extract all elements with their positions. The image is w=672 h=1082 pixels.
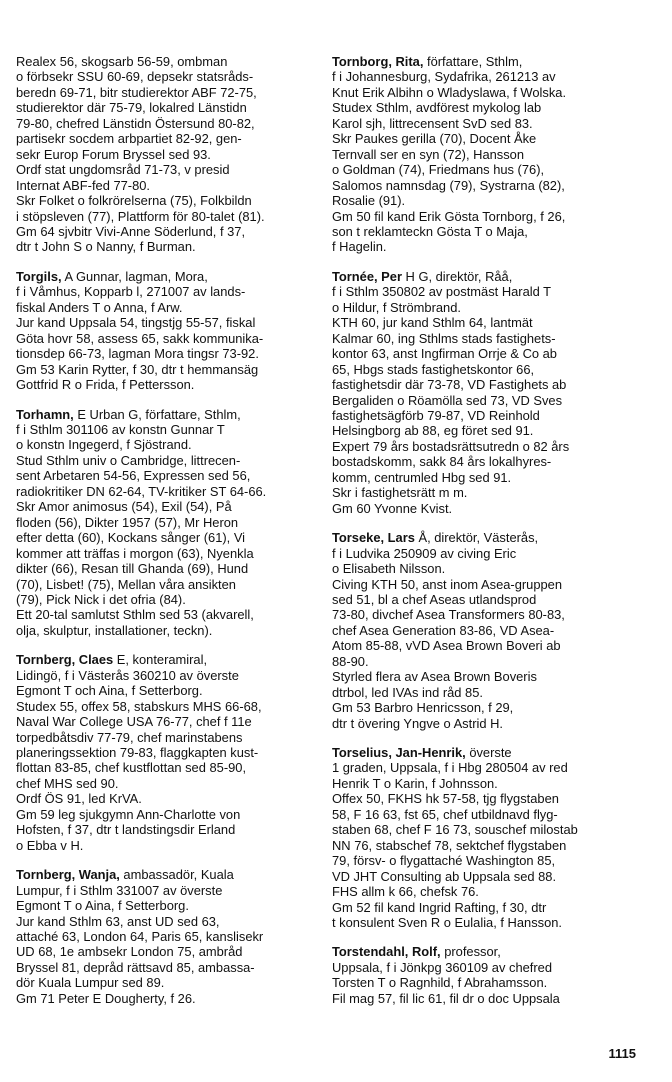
entry-line: [332, 315, 636, 330]
entry-text: kommer att träffas i morgon (63), Nyenkla: [16, 545, 254, 561]
entry-line: [16, 960, 324, 975]
entry-line: [16, 407, 324, 422]
entry-text: ambassadör, Kuala: [119, 867, 234, 883]
entry-text: olja, skulptur, installationer, teckn).: [16, 622, 213, 638]
entry-text: fastighetsdir där 73-78, VD Fastighets ab: [332, 377, 567, 393]
entry-name: Tornée, Per: [332, 268, 402, 284]
entry-line: [16, 131, 324, 146]
entry-line: [16, 807, 324, 822]
entry-text: floden (56), Dikter 1957 (57), Mr Heron: [16, 514, 239, 530]
entry-text: Lumpur, f i Sthlm 331007 av överste: [16, 882, 223, 898]
entry-line: [332, 546, 636, 561]
entry-line: [16, 623, 324, 638]
entry-line: [16, 100, 324, 115]
entry-name: Tornberg, Claes: [16, 652, 114, 668]
entry-line: [332, 209, 636, 224]
entry-text: VD JHT Consulting ab Uppsala sed 88.: [332, 868, 557, 884]
entry-line: [16, 69, 324, 84]
entry-text: Ternvall ser en syn (72), Hansson: [332, 146, 525, 162]
entry-line: [16, 730, 324, 745]
entry-line: [16, 867, 324, 882]
entry-text: Salomos namnsdag (79), Systrarna (82),: [332, 177, 565, 193]
entry-text: Henrik T o Karin, f Johnsson.: [332, 775, 498, 791]
entry-text: staben 68, chef F 16 73, souschef milostab: [332, 822, 578, 838]
entry-line: [332, 975, 636, 990]
entry-name: Tornborg, Rita,: [332, 54, 424, 69]
entry-text: 65, Hbgs stads fastighetskontor 66,: [332, 361, 535, 377]
entry-text: fastighetsägförb 79-87, VD Reinhold: [332, 407, 540, 423]
entry-text: Gm 53 Barbro Henricsson, f 29,: [332, 700, 514, 716]
entry-text: Bergaliden o Röamölla sed 73, VD Sves: [332, 392, 563, 408]
entry-text: KTH 60, jur kand Sthlm 64, lantmät: [332, 315, 533, 331]
entry-line: [332, 716, 636, 731]
entry: [332, 530, 636, 731]
entry-line: [16, 377, 324, 392]
entry-line: [16, 269, 324, 284]
entry-text: Göta hovr 58, assess 65, sakk kommunika-: [16, 330, 264, 346]
entry-line: [16, 362, 324, 377]
entry-line: [332, 69, 636, 84]
entry-line: [16, 791, 324, 806]
entry-text: sent Arbetaren 54-56, Expressen sed 56,: [16, 468, 251, 484]
entry-line: [16, 162, 324, 177]
entry: [16, 652, 324, 853]
entry: [332, 745, 636, 930]
entry-line: [16, 224, 324, 239]
entry-text: författare, Sthlm,: [423, 54, 523, 69]
entry-text: Gm 52 fil kand Ingrid Rafting, f 30, dtr: [332, 899, 547, 915]
entry-text: Offex 50, FKHS hk 57-58, tjg flygstaben: [332, 791, 559, 807]
entry-line: [16, 116, 324, 131]
entry-text: son t reklamteckn Gösta T o Maja,: [332, 223, 528, 239]
entry: [16, 867, 324, 1006]
entry-line: [332, 162, 636, 177]
entry-text: i stöpsleven (77), Plattform för 80-talet (81).: [16, 208, 265, 224]
entry-line: [16, 515, 324, 530]
entry-line: [332, 638, 636, 653]
entry-line: [332, 530, 636, 545]
entry-line: [332, 501, 636, 516]
entry-text: Studex 55, offex 58, stabskurs MHS 66-68,: [16, 698, 262, 714]
entry-text: 79, försv- o flygattaché Washington 85,: [332, 853, 556, 869]
entry-line: [16, 652, 324, 667]
entry-text: Lidingö, f i Västerås 360210 av överste: [16, 667, 239, 683]
entry-text: t konsulent Sven R o Eulalia, f Hansson.: [332, 915, 563, 931]
entry-text: f i Ludvika 250909 av civing Eric: [332, 545, 517, 561]
entry-line: [16, 991, 324, 1006]
entry: [332, 54, 636, 255]
entry-text: bostadskomm, sakk 84 års lokalhyres-: [332, 454, 552, 470]
entry-text: Naval War College USA 76-77, chef f 11e: [16, 714, 252, 730]
entry: [332, 269, 636, 516]
entry-text: professor,: [440, 944, 501, 960]
entry-line: [332, 592, 636, 607]
entry-line: [332, 300, 636, 315]
entry-line: [332, 915, 636, 930]
entry-line: [16, 85, 324, 100]
entry-line: [332, 561, 636, 576]
entry-line: [332, 791, 636, 806]
entry-text: Jur kand Sthlm 63, anst UD sed 63,: [16, 913, 220, 929]
entry-text: Bryssel 81, depråd rättsavd 85, ambassa-: [16, 959, 255, 975]
entry-line: [332, 807, 636, 822]
entry-line: [332, 944, 636, 959]
entry-text: (70), Lisbet! (75), Mellan våra ansikten: [16, 576, 236, 592]
entry-line: [16, 422, 324, 437]
entry-line: [16, 822, 324, 837]
entry-line: [16, 561, 324, 576]
entry-line: [16, 745, 324, 760]
entry-line: [16, 546, 324, 561]
entry-line: [16, 776, 324, 791]
entry-text: o konstn Ingegerd, f Sjöstrand.: [16, 437, 192, 453]
entry-text: UD 68, 1e ambsekr London 75, ambråd: [16, 944, 243, 960]
entry: [16, 269, 324, 393]
entry-line: [16, 668, 324, 683]
entry-text: Uppsala, f i Jönkpg 360109 av chefred: [332, 959, 553, 975]
entry-text: Å, direktör, Västerås,: [414, 530, 539, 546]
entry-text: o Goldman (74), Friedmans hus (76),: [332, 162, 545, 178]
entry-line: [332, 284, 636, 299]
entry-text: 1 graden, Uppsala, f i Hbg 280504 av red: [332, 760, 568, 776]
entry-text: FHS allm k 66, chefsk 76.: [332, 884, 479, 900]
entry-line: [332, 685, 636, 700]
entry-text: 79-80, chefred Länstidn Östersund 80-82,: [16, 115, 255, 131]
entry-line: [332, 577, 636, 592]
entry-line: [332, 439, 636, 454]
entry-line: [16, 284, 324, 299]
entry-text: Karol sjh, littrecensent SvD sed 83.: [332, 115, 533, 131]
entry-text: Jur kand Uppsala 54, tingstjg 55-57, fiskal: [16, 315, 256, 331]
entry-line: [16, 315, 324, 330]
entry-line: [16, 484, 324, 499]
entry-line: [16, 209, 324, 224]
entry-line: [332, 408, 636, 423]
entry-text: Studex Sthlm, avdförest mykolog lab: [332, 100, 542, 116]
entry-line: [332, 485, 636, 500]
entry-line: [332, 623, 636, 638]
entry-text: Kalmar 60, ing Sthlms stads fastighets-: [332, 330, 556, 346]
entry-text: E Urban G, författare, Sthlm,: [73, 406, 241, 422]
entry-line: [332, 776, 636, 791]
entry-text: överste: [465, 745, 512, 761]
entry-text: sekr Europ Forum Bryssel sed 93.: [16, 146, 211, 162]
entry-text: Skr Folket o folkrörelserna (75), Folkbildn: [16, 193, 252, 209]
entry-line: [332, 224, 636, 239]
entry-text: H G, direktör, Råå,: [401, 268, 513, 284]
entry-text: f Hagelin.: [332, 239, 387, 255]
entry-line: [16, 838, 324, 853]
entry-line: [16, 468, 324, 483]
entry-line: [16, 592, 324, 607]
entry-text: planeringssektion 79-83, flaggkapten kust-: [16, 745, 259, 761]
entry-line: [332, 869, 636, 884]
entry-text: tionsdep 66-73, lagman Mora tingsr 73-92.: [16, 346, 259, 362]
entry-line: [16, 178, 324, 193]
entry-line: [332, 100, 636, 115]
entry-name: Torgils,: [16, 268, 62, 284]
entry-line: [332, 654, 636, 669]
entry-text: Styrled flera av Asea Brown Boveris: [332, 669, 537, 685]
entry-line: [16, 577, 324, 592]
entry-text: Realex 56, skogsarb 56-59, ombman: [16, 54, 228, 69]
entry-text: dtr t övering Yngve o Astrid H.: [332, 715, 504, 731]
entry-line: [16, 929, 324, 944]
entry-line: [332, 178, 636, 193]
entry-text: Gm 71 Peter E Dougherty, f 26.: [16, 990, 196, 1006]
right-column: [332, 54, 636, 1020]
entry-text: Civing KTH 50, anst inom Asea-gruppen: [332, 576, 563, 592]
entry-text: Skr Paukes gerilla (70), Docent Åke: [332, 131, 537, 147]
entry-name: Torhamn,: [16, 406, 74, 422]
entry-line: [332, 131, 636, 146]
entry-text: 73-80, divchef Asea Transformers 80-83,: [332, 607, 565, 623]
entry-name: Torstendahl, Rolf,: [332, 944, 441, 960]
entry-text: efter detta (60), Kockans sånger (61), Vi: [16, 530, 246, 546]
entry-line: [332, 147, 636, 162]
entry-text: Gm 64 sjvbitr Vivi-Anne Söderlund, f 37,: [16, 223, 246, 239]
entry-line: [332, 900, 636, 915]
entry-line: [332, 960, 636, 975]
entry-line: [332, 269, 636, 284]
entry-text: Egmont T o Aina, f Setterborg.: [16, 898, 189, 914]
entry-line: [332, 838, 636, 853]
entry-line: [332, 331, 636, 346]
entry-line: [332, 669, 636, 684]
entry-line: [16, 453, 324, 468]
entry-line: [332, 607, 636, 622]
entry-text: A Gunnar, lagman, Mora,: [61, 268, 208, 284]
entry-text: f i Sthlm 350802 av postmäst Harald T: [332, 284, 552, 300]
entry-name: Torselius, Jan-Henrik,: [332, 745, 466, 761]
entry-line: [332, 116, 636, 131]
entry-text: Atom 85-88, vVD Asea Brown Boveri ab: [332, 638, 561, 654]
entry-line: [332, 54, 636, 69]
entry-text: studierektor där 75-79, lokalred Länstidn: [16, 100, 247, 116]
entry-line: [16, 300, 324, 315]
entry-text: Stud Sthlm univ o Cambridge, littrecen-: [16, 452, 241, 468]
entry-text: 58, F 16 63, fst 65, chef utbildnavd flyg-: [332, 806, 558, 822]
entry-line: [332, 393, 636, 408]
entry-text: Rosalie (91).: [332, 193, 406, 209]
entry-line: [16, 530, 324, 545]
entry-line: [16, 944, 324, 959]
entry-line: [332, 454, 636, 469]
entry-line: [16, 54, 324, 69]
entry-text: sed 51, bl a chef Aseas utlandsprod: [332, 591, 537, 607]
entry-line: [16, 346, 324, 361]
entry-text: Hofsten, f 37, dtr t landstingsdir Erland: [16, 822, 236, 838]
entry-line: [332, 85, 636, 100]
entry-text: f i Sthlm 301106 av konstn Gunnar T: [16, 421, 225, 437]
entry-text: 88-90.: [332, 653, 369, 669]
entry-text: chef Asea Generation 83-86, VD Asea-: [332, 622, 555, 638]
entry-line: [16, 239, 324, 254]
entry-line: [16, 975, 324, 990]
entry-text: Helsingborg ab 88, eg föret sed 91.: [332, 423, 534, 439]
entry-name: Torseke, Lars: [332, 530, 415, 546]
entry-text: Gm 60 Yvonne Kvist.: [332, 500, 453, 516]
entry-line: [332, 884, 636, 899]
page-number: 1115: [608, 1046, 636, 1061]
entry-line: [16, 607, 324, 622]
entry-line: [332, 470, 636, 485]
entry-line: [332, 760, 636, 775]
entry-text: fiskal Anders T o Anna, f Arw.: [16, 299, 183, 315]
entry-line: [16, 699, 324, 714]
entry-line: [332, 362, 636, 377]
entry-line: [16, 499, 324, 514]
entry-text: attaché 63, London 64, Paris 65, kanslisekr: [16, 929, 264, 945]
entry-line: [332, 822, 636, 837]
entry-line: [16, 147, 324, 162]
entry-text: Ordf stat ungdomsråd 71-73, v presid: [16, 162, 230, 178]
entry-text: Skr Amor animosus (54), Exil (54), På: [16, 499, 232, 515]
entry-text: o förbsekr SSU 60-69, depsekr statsråds-: [16, 69, 254, 85]
entry-text: E, konteramiral,: [113, 652, 208, 668]
entry-text: kontor 63, anst Ingfirman Orrje & Co ab: [332, 346, 557, 362]
entry-line: [16, 193, 324, 208]
entry-text: Internat ABF-fed 77-80.: [16, 177, 150, 193]
entry-text: Knut Erik Albihn o Wladyslawa, f Wolska.: [332, 84, 567, 100]
entry-line: [16, 760, 324, 775]
entry-line: [332, 346, 636, 361]
entry-text: dtrbol, led IVAs ind råd 85.: [332, 684, 483, 700]
entry-text: Gm 53 Karin Rytter, f 30, dtr t hemmansäg: [16, 361, 259, 377]
entry-text: o Ebba v H.: [16, 837, 84, 853]
entry-line: [16, 331, 324, 346]
entry-text: Ordf ÖS 91, led KrVA.: [16, 791, 142, 807]
entry-text: chef MHS sed 90.: [16, 775, 119, 791]
entry-line: [16, 437, 324, 452]
entry: [16, 54, 324, 255]
entry-line: [332, 991, 636, 1006]
entry-text: dör Kuala Lumpur sed 89.: [16, 975, 165, 991]
entry-text: Fil mag 57, fil lic 61, fil dr o doc Uppsala: [332, 990, 560, 1006]
entry-text: Skr i fastighetsrätt m m.: [332, 485, 468, 501]
entry-text: o Hildur, f Strömbrand.: [332, 299, 461, 315]
entry-line: [332, 745, 636, 760]
entry-line: [332, 423, 636, 438]
entry-line: [332, 377, 636, 392]
entry: [16, 407, 324, 639]
entry: [332, 944, 636, 1006]
entry-text: beredn 69-71, bitr studierektor ABF 72-75,: [16, 84, 257, 100]
entry-text: partisekr socdem arbpartiet 82-92, gen-: [16, 131, 242, 147]
entry-line: [332, 239, 636, 254]
entry-text: Ett 20-tal samlutst Sthlm sed 53 (akvarell,: [16, 607, 254, 623]
entry-text: f i Våmhus, Kopparb l, 271007 av lands-: [16, 284, 246, 300]
entry-line: [16, 683, 324, 698]
entry-text: dtr t John S o Nanny, f Burman.: [16, 239, 196, 255]
entry-line: [16, 883, 324, 898]
entry-text: Torsten T o Ragnhild, f Abrahamsson.: [332, 975, 548, 991]
entry-text: Expert 79 års bostadsrättsutredn o 82 års: [332, 438, 570, 454]
entry-text: flottan 83-85, chef kustflottan sed 85-90,: [16, 760, 247, 776]
entry-text: NN 76, stabschef 78, sektchef flygstaben: [332, 837, 567, 853]
entry-text: radiokritiker DN 62-64, TV-kritiker ST 64-66.: [16, 483, 267, 499]
entry-text: o Elisabeth Nilsson.: [332, 561, 446, 577]
entry-text: komm, centrumled Hbg sed 91.: [332, 469, 512, 485]
entry-line: [332, 700, 636, 715]
entry-text: dikter (66), Resan till Ghanda (69), Hund: [16, 561, 249, 577]
entry-text: torpedbåtsdiv 77-79, chef marinstabens: [16, 729, 243, 745]
entry-text: Egmont T och Aina, f Setterborg.: [16, 683, 203, 699]
entry-name: Tornberg, Wanja,: [16, 867, 120, 883]
entry-text: (79), Pick Nick i det ofria (84).: [16, 591, 186, 607]
entry-text: Gottfrid R o Frida, f Pettersson.: [16, 377, 195, 393]
entry-line: [332, 193, 636, 208]
entry-line: [332, 853, 636, 868]
entry-line: [16, 898, 324, 913]
left-column: [16, 54, 324, 1020]
entry-line: [16, 714, 324, 729]
entry-line: [16, 914, 324, 929]
entry-text: Gm 59 leg sjukgymn Ann-Charlotte von: [16, 806, 241, 822]
entry-text: f i Johannesburg, Sydafrika, 261213 av: [332, 69, 556, 85]
entry-text: Gm 50 fil kand Erik Gösta Tornborg, f 26,: [332, 208, 566, 224]
